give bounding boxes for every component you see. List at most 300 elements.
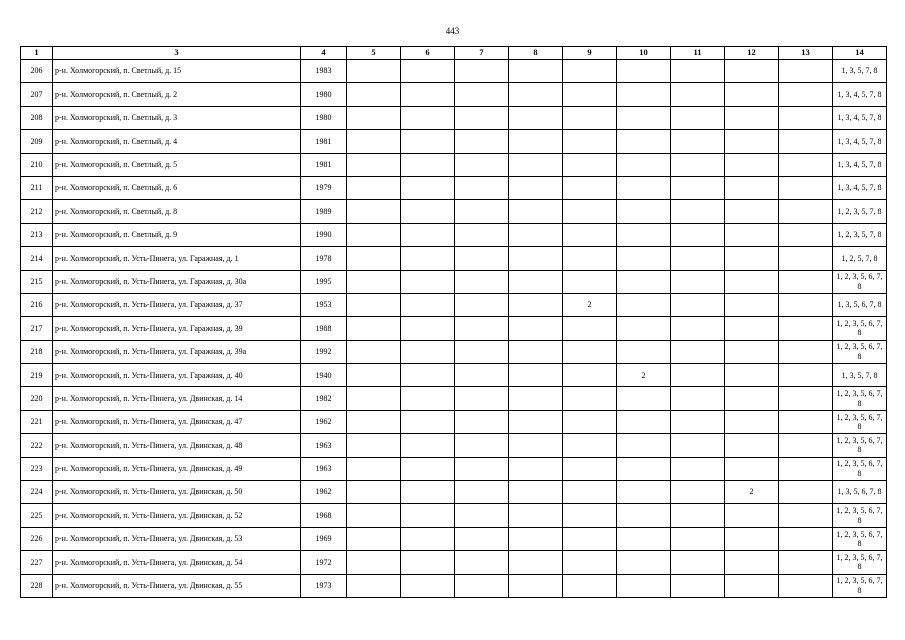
col14-cell: 1, 3, 4, 5, 7, 8: [833, 106, 887, 129]
col12-cell: 2: [725, 481, 779, 504]
col11-cell: [671, 106, 725, 129]
col13-cell: [779, 574, 833, 597]
year-cell: 1982: [301, 387, 347, 410]
col14-cell: 1, 3, 4, 5, 7, 8: [833, 130, 887, 153]
col13-cell: [779, 106, 833, 129]
col5-cell: [347, 340, 401, 363]
address-cell: р-н. Холмогорский, п. Светлый, д. 2: [53, 83, 301, 106]
col8-cell: [509, 340, 563, 363]
col13-cell: [779, 247, 833, 270]
col11-cell: [671, 574, 725, 597]
col7-cell: [455, 83, 509, 106]
col8-cell: [509, 153, 563, 176]
col10-cell: [617, 200, 671, 223]
col13-cell: [779, 481, 833, 504]
address-cell: р-н. Холмогорский, п. Усть-Пинега, ул. Гаражная, д. 30а: [53, 270, 301, 293]
col9-cell: [563, 83, 617, 106]
year-cell: 1988: [301, 317, 347, 340]
col7-cell: [455, 481, 509, 504]
col10-cell: [617, 153, 671, 176]
address-cell: р-н. Холмогорский, п. Светлый, д. 15: [53, 60, 301, 83]
col14-cell: 1, 2, 3, 5, 6, 7, 8: [833, 410, 887, 433]
col6-cell: [401, 293, 455, 316]
col13-cell: [779, 83, 833, 106]
col13-cell: [779, 527, 833, 550]
col-header-1: 1: [21, 47, 53, 60]
col8-cell: [509, 504, 563, 527]
year-cell: 1972: [301, 551, 347, 574]
col10-cell: [617, 60, 671, 83]
address-cell: р-н. Холмогорский, п. Усть-Пинега, ул. Двинская, д. 55: [53, 574, 301, 597]
col9-cell: [563, 504, 617, 527]
table-row: [21, 106, 887, 129]
col14-cell: 1, 2, 3, 5, 6, 7, 8: [833, 270, 887, 293]
col-header-10: 10: [617, 47, 671, 60]
col14-cell: 1, 3, 5, 6, 7, 8: [833, 481, 887, 504]
address-cell: р-н. Холмогорский, п. Усть-Пинега, ул. Двинская, д. 53: [53, 527, 301, 550]
col9-cell: [563, 387, 617, 410]
col9-cell: [563, 106, 617, 129]
col7-cell: [455, 153, 509, 176]
col11-cell: [671, 481, 725, 504]
row-number-cell: 219: [21, 364, 53, 387]
col12-cell: [725, 200, 779, 223]
col5-cell: [347, 247, 401, 270]
col5-cell: [347, 270, 401, 293]
col10-cell: [617, 527, 671, 550]
col11-cell: [671, 153, 725, 176]
row-number-cell: 214: [21, 247, 53, 270]
col10-cell: [617, 130, 671, 153]
col12-cell: [725, 551, 779, 574]
year-cell: 1963: [301, 434, 347, 457]
col10-cell: [617, 317, 671, 340]
col12-cell: [725, 387, 779, 410]
year-cell: 1940: [301, 364, 347, 387]
table-row: [21, 574, 887, 597]
col-header-5: 5: [347, 47, 401, 60]
table-row: [21, 410, 887, 433]
col12-cell: [725, 83, 779, 106]
col13-cell: [779, 223, 833, 246]
table-row: [21, 481, 887, 504]
col14-cell: 1, 2, 3, 5, 6, 7, 8: [833, 317, 887, 340]
table-row: [21, 387, 887, 410]
col8-cell: [509, 527, 563, 550]
address-cell: р-н. Холмогорский, п. Усть-Пинега, ул. Двинская, д. 50: [53, 481, 301, 504]
address-cell: р-н. Холмогорский, п. Усть-Пинега, ул. Двинская, д. 14: [53, 387, 301, 410]
col6-cell: [401, 574, 455, 597]
col13-cell: [779, 176, 833, 199]
col12-cell: [725, 153, 779, 176]
row-number-cell: 207: [21, 83, 53, 106]
table-row: [21, 60, 887, 83]
col5-cell: [347, 527, 401, 550]
col9-cell: [563, 527, 617, 550]
col6-cell: [401, 364, 455, 387]
address-cell: р-н. Холмогорский, п. Светлый, д. 4: [53, 130, 301, 153]
table-row: [21, 457, 887, 480]
row-number-cell: 226: [21, 527, 53, 550]
col7-cell: [455, 410, 509, 433]
col12-cell: [725, 340, 779, 363]
col8-cell: [509, 551, 563, 574]
col-header-6: 6: [401, 47, 455, 60]
col8-cell: [509, 364, 563, 387]
col11-cell: [671, 176, 725, 199]
col9-cell: [563, 340, 617, 363]
col13-cell: [779, 434, 833, 457]
table-row: [21, 223, 887, 246]
col11-cell: [671, 410, 725, 433]
row-number-cell: 221: [21, 410, 53, 433]
col6-cell: [401, 317, 455, 340]
col7-cell: [455, 247, 509, 270]
col13-cell: [779, 200, 833, 223]
address-cell: р-н. Холмогорский, п. Светлый, д. 3: [53, 106, 301, 129]
col9-cell: [563, 574, 617, 597]
col14-cell: 1, 2, 3, 5, 6, 7, 8: [833, 574, 887, 597]
col-header-13: 13: [779, 47, 833, 60]
col11-cell: [671, 340, 725, 363]
row-number-cell: 223: [21, 457, 53, 480]
col10-cell: [617, 504, 671, 527]
col5-cell: [347, 364, 401, 387]
col12-cell: [725, 527, 779, 550]
col-header-11: 11: [671, 47, 725, 60]
table-row: [21, 83, 887, 106]
col5-cell: [347, 481, 401, 504]
row-number-cell: 213: [21, 223, 53, 246]
col10-cell: [617, 176, 671, 199]
col11-cell: [671, 457, 725, 480]
col7-cell: [455, 317, 509, 340]
table-row: [21, 130, 887, 153]
row-number-cell: 216: [21, 293, 53, 316]
col7-cell: [455, 527, 509, 550]
col10-cell: [617, 551, 671, 574]
year-cell: 1979: [301, 176, 347, 199]
col7-cell: [455, 200, 509, 223]
address-cell: р-н. Холмогорский, п. Усть-Пинега, ул. Гаражная, д. 1: [53, 247, 301, 270]
col6-cell: [401, 200, 455, 223]
col9-cell: [563, 130, 617, 153]
row-number-cell: 212: [21, 200, 53, 223]
table-row: [21, 340, 887, 363]
col10-cell: [617, 387, 671, 410]
address-cell: р-н. Холмогорский, п. Усть-Пинега, ул. Гаражная, д. 40: [53, 364, 301, 387]
col5-cell: [347, 60, 401, 83]
col9-cell: [563, 317, 617, 340]
year-cell: 1990: [301, 223, 347, 246]
year-cell: 1978: [301, 247, 347, 270]
col10-cell: [617, 247, 671, 270]
col12-cell: [725, 130, 779, 153]
address-cell: р-н. Холмогорский, п. Светлый, д. 9: [53, 223, 301, 246]
col11-cell: [671, 387, 725, 410]
col11-cell: [671, 83, 725, 106]
col11-cell: [671, 551, 725, 574]
table-header: [21, 47, 887, 60]
col10-cell: [617, 223, 671, 246]
col7-cell: [455, 340, 509, 363]
col14-cell: 1, 2, 3, 5, 6, 7, 8: [833, 387, 887, 410]
col14-cell: 1, 3, 4, 5, 7, 8: [833, 176, 887, 199]
col7-cell: [455, 434, 509, 457]
col7-cell: [455, 270, 509, 293]
col14-cell: 1, 3, 5, 7, 8: [833, 60, 887, 83]
col12-cell: [725, 410, 779, 433]
col6-cell: [401, 60, 455, 83]
page-number: 443: [445, 26, 460, 36]
col13-cell: [779, 364, 833, 387]
col13-cell: [779, 551, 833, 574]
col5-cell: [347, 200, 401, 223]
year-cell: 1968: [301, 504, 347, 527]
table-row: [21, 247, 887, 270]
col6-cell: [401, 457, 455, 480]
address-cell: р-н. Холмогорский, п. Светлый, д. 6: [53, 176, 301, 199]
col-header-4: 4: [301, 47, 347, 60]
col-header-12: 12: [725, 47, 779, 60]
row-number-cell: 225: [21, 504, 53, 527]
col10-cell: [617, 293, 671, 316]
col14-cell: 1, 2, 3, 5, 6, 7, 8: [833, 551, 887, 574]
year-cell: 1989: [301, 200, 347, 223]
row-number-cell: 206: [21, 60, 53, 83]
col10-cell: [617, 574, 671, 597]
table-row: [21, 176, 887, 199]
row-number-cell: 227: [21, 551, 53, 574]
table-row: [21, 551, 887, 574]
col9-cell: [563, 200, 617, 223]
col12-cell: [725, 270, 779, 293]
col9-cell: 2: [563, 293, 617, 316]
col13-cell: [779, 270, 833, 293]
table-row: [21, 293, 887, 316]
year-cell: 1981: [301, 153, 347, 176]
col9-cell: [563, 434, 617, 457]
address-cell: р-н. Холмогорский, п. Усть-Пинега, ул. Двинская, д. 49: [53, 457, 301, 480]
col8-cell: [509, 247, 563, 270]
table-row: [21, 200, 887, 223]
col14-cell: 1, 2, 3, 5, 6, 7, 8: [833, 527, 887, 550]
col7-cell: [455, 551, 509, 574]
address-cell: р-н. Холмогорский, п. Усть-Пинега, ул. Двинская, д. 48: [53, 434, 301, 457]
row-number-cell: 209: [21, 130, 53, 153]
col10-cell: [617, 410, 671, 433]
year-cell: 1963: [301, 457, 347, 480]
table-row: [21, 527, 887, 550]
address-cell: р-н. Холмогорский, п. Усть-Пинега, ул. Гаражная, д. 39а: [53, 340, 301, 363]
col10-cell: [617, 106, 671, 129]
col10-cell: [617, 270, 671, 293]
year-cell: 1995: [301, 270, 347, 293]
col6-cell: [401, 434, 455, 457]
col13-cell: [779, 130, 833, 153]
col6-cell: [401, 410, 455, 433]
year-cell: 1983: [301, 60, 347, 83]
row-number-cell: 208: [21, 106, 53, 129]
col11-cell: [671, 434, 725, 457]
col7-cell: [455, 293, 509, 316]
col9-cell: [563, 223, 617, 246]
table-row: [21, 153, 887, 176]
year-cell: 1980: [301, 106, 347, 129]
col14-cell: 1, 2, 3, 5, 6, 7, 8: [833, 434, 887, 457]
address-cell: р-н. Холмогорский, п. Усть-Пинега, ул. Двинская, д. 52: [53, 504, 301, 527]
col8-cell: [509, 387, 563, 410]
col9-cell: [563, 176, 617, 199]
year-cell: 1973: [301, 574, 347, 597]
col11-cell: [671, 364, 725, 387]
row-number-cell: 210: [21, 153, 53, 176]
col9-cell: [563, 60, 617, 83]
year-cell: 1981: [301, 130, 347, 153]
col5-cell: [347, 317, 401, 340]
col-header-3: 3: [53, 47, 301, 60]
col13-cell: [779, 293, 833, 316]
col13-cell: [779, 410, 833, 433]
col10-cell: [617, 340, 671, 363]
year-cell: 1969: [301, 527, 347, 550]
col6-cell: [401, 176, 455, 199]
address-cell: р-н. Холмогорский, п. Светлый, д. 8: [53, 200, 301, 223]
col6-cell: [401, 223, 455, 246]
col13-cell: [779, 504, 833, 527]
col5-cell: [347, 410, 401, 433]
col14-cell: 1, 3, 4, 5, 7, 8: [833, 83, 887, 106]
col12-cell: [725, 106, 779, 129]
col5-cell: [347, 153, 401, 176]
col6-cell: [401, 153, 455, 176]
row-number-cell: 218: [21, 340, 53, 363]
col5-cell: [347, 551, 401, 574]
col5-cell: [347, 83, 401, 106]
col8-cell: [509, 317, 563, 340]
col5-cell: [347, 457, 401, 480]
col8-cell: [509, 60, 563, 83]
col13-cell: [779, 387, 833, 410]
col7-cell: [455, 574, 509, 597]
col7-cell: [455, 130, 509, 153]
col-header-14: 14: [833, 47, 887, 60]
col10-cell: [617, 481, 671, 504]
col9-cell: [563, 551, 617, 574]
col14-cell: 1, 2, 5, 7, 8: [833, 247, 887, 270]
col6-cell: [401, 527, 455, 550]
col12-cell: [725, 223, 779, 246]
col8-cell: [509, 130, 563, 153]
table-body: [21, 60, 887, 598]
col10-cell: [617, 434, 671, 457]
col13-cell: [779, 340, 833, 363]
row-number-cell: 224: [21, 481, 53, 504]
col7-cell: [455, 364, 509, 387]
col13-cell: [779, 60, 833, 83]
address-cell: р-н. Холмогорский, п. Светлый, д. 5: [53, 153, 301, 176]
col11-cell: [671, 270, 725, 293]
col12-cell: [725, 434, 779, 457]
col14-cell: 1, 3, 5, 6, 7, 8: [833, 293, 887, 316]
table-row: [21, 504, 887, 527]
col8-cell: [509, 223, 563, 246]
col9-cell: [563, 247, 617, 270]
col-header-7: 7: [455, 47, 509, 60]
col11-cell: [671, 293, 725, 316]
col5-cell: [347, 293, 401, 316]
row-number-cell: 211: [21, 176, 53, 199]
col10-cell: [617, 83, 671, 106]
col8-cell: [509, 270, 563, 293]
col7-cell: [455, 176, 509, 199]
col7-cell: [455, 223, 509, 246]
row-number-cell: 228: [21, 574, 53, 597]
col14-cell: 1, 3, 5, 7, 8: [833, 364, 887, 387]
col11-cell: [671, 527, 725, 550]
col9-cell: [563, 364, 617, 387]
year-cell: 1953: [301, 293, 347, 316]
col7-cell: [455, 106, 509, 129]
col9-cell: [563, 410, 617, 433]
col13-cell: [779, 153, 833, 176]
col7-cell: [455, 387, 509, 410]
col12-cell: [725, 364, 779, 387]
table-row: [21, 317, 887, 340]
col6-cell: [401, 481, 455, 504]
col14-cell: 1, 3, 4, 5, 7, 8: [833, 153, 887, 176]
col14-cell: 1, 2, 3, 5, 6, 7, 8: [833, 340, 887, 363]
col6-cell: [401, 387, 455, 410]
col6-cell: [401, 551, 455, 574]
table-row: [21, 434, 887, 457]
table-row: [21, 364, 887, 387]
col9-cell: [563, 153, 617, 176]
col5-cell: [347, 434, 401, 457]
col8-cell: [509, 200, 563, 223]
col12-cell: [725, 504, 779, 527]
row-number-cell: 220: [21, 387, 53, 410]
address-cell: р-н. Холмогорский, п. Усть-Пинега, ул. Двинская, д. 54: [53, 551, 301, 574]
header-row: [21, 47, 887, 60]
table-row: [21, 270, 887, 293]
col5-cell: [347, 106, 401, 129]
col5-cell: [347, 223, 401, 246]
col7-cell: [455, 60, 509, 83]
col8-cell: [509, 574, 563, 597]
row-number-cell: 217: [21, 317, 53, 340]
col7-cell: [455, 457, 509, 480]
col9-cell: [563, 481, 617, 504]
col12-cell: [725, 247, 779, 270]
col6-cell: [401, 504, 455, 527]
col14-cell: 1, 2, 3, 5, 6, 7, 8: [833, 504, 887, 527]
col14-cell: 1, 2, 3, 5, 7, 8: [833, 200, 887, 223]
col14-cell: 1, 2, 3, 5, 7, 8: [833, 223, 887, 246]
col6-cell: [401, 106, 455, 129]
year-cell: 1962: [301, 410, 347, 433]
col10-cell: [617, 457, 671, 480]
address-cell: р-н. Холмогорский, п. Усть-Пинега, ул. Двинская, д. 47: [53, 410, 301, 433]
col6-cell: [401, 83, 455, 106]
col11-cell: [671, 130, 725, 153]
address-cell: р-н. Холмогорский, п. Усть-Пинега, ул. Гаражная, д. 39: [53, 317, 301, 340]
col11-cell: [671, 247, 725, 270]
col8-cell: [509, 293, 563, 316]
col8-cell: [509, 410, 563, 433]
col14-cell: 1, 2, 3, 5, 6, 7, 8: [833, 457, 887, 480]
col8-cell: [509, 434, 563, 457]
